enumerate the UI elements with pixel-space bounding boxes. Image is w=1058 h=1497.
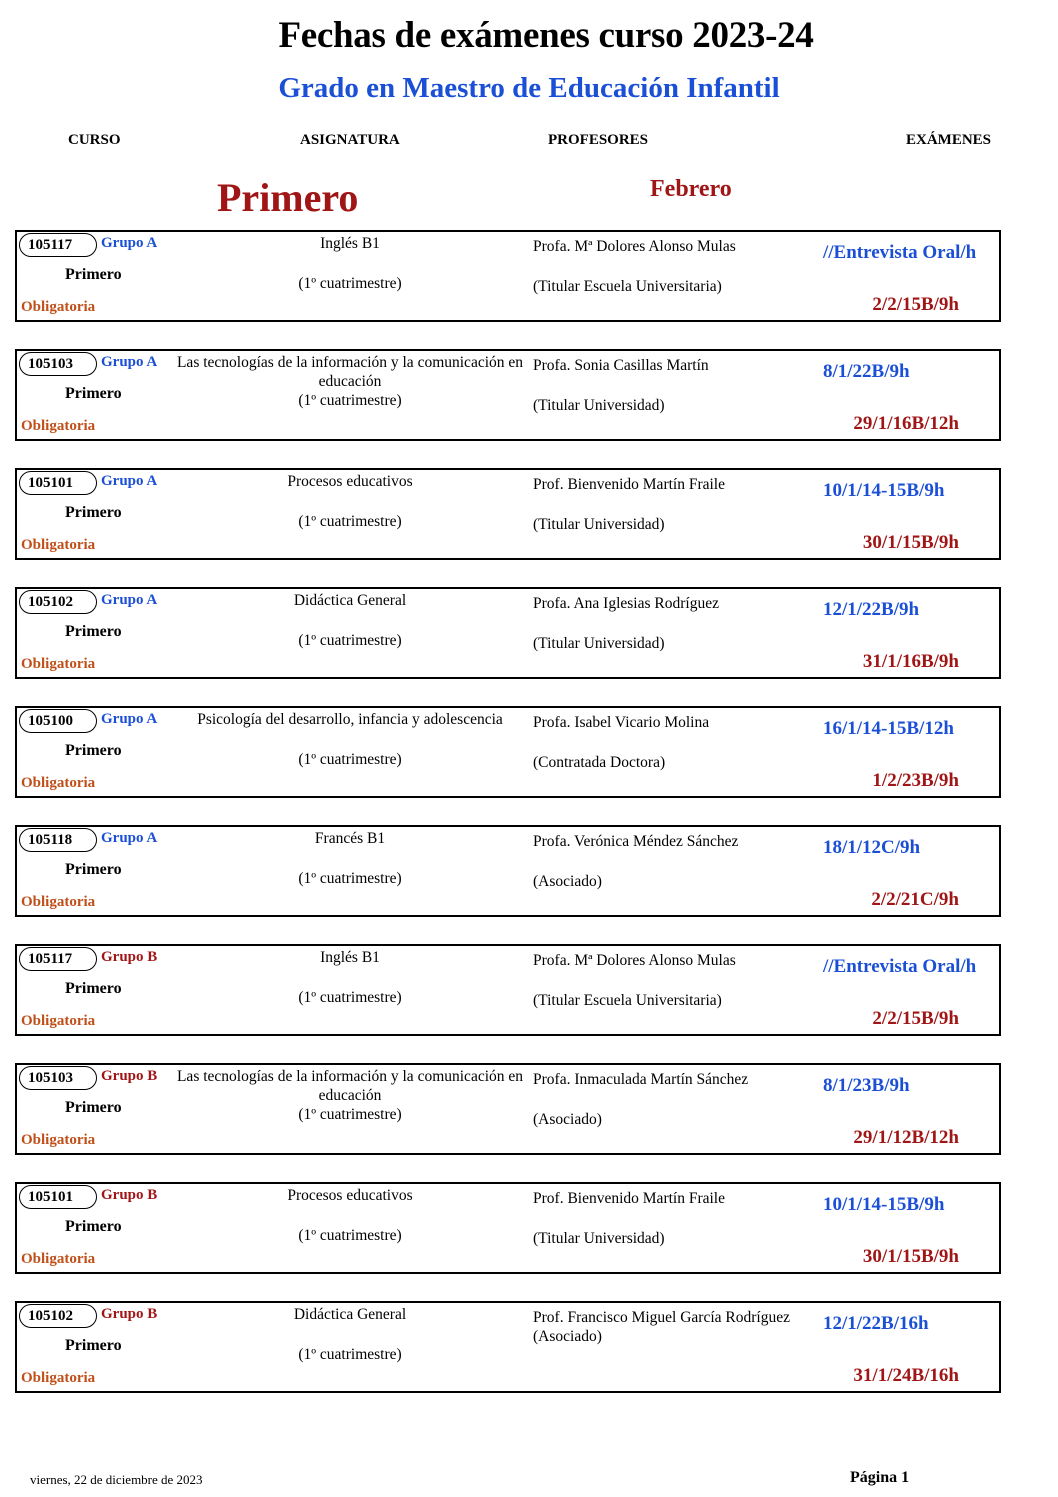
subject-name: Francés B1 xyxy=(314,830,386,847)
course-code-badge: 105117 xyxy=(19,947,97,971)
professor-role: (Asociado) xyxy=(533,1111,602,1128)
subject-semester: (1º cuatrimestre) xyxy=(298,632,402,649)
exam-record xyxy=(15,1063,1001,1155)
course-code-badge: 105103 xyxy=(19,352,97,376)
professor xyxy=(533,951,803,1010)
exam-date-second: 29/1/12B/12h xyxy=(853,1127,959,1148)
exam-date-first: //Entrevista Oral/h xyxy=(823,242,977,263)
professor xyxy=(533,237,803,296)
subject-semester: (1º cuatrimestre) xyxy=(298,1227,402,1244)
course-code-badge: 105102 xyxy=(19,590,97,614)
professor-role: (Titular Escuela Universitaria) xyxy=(533,278,722,295)
course-code-badge: 105103 xyxy=(19,1066,97,1090)
professor-name: Profa. Isabel Vicario Molina xyxy=(533,714,710,731)
professor-name: Profa. Mª Dolores Alonso Mulas xyxy=(533,238,736,255)
course-level: Primero xyxy=(65,1337,122,1354)
subject-type: Obligatoria xyxy=(21,775,96,791)
month-heading: Febrero xyxy=(650,176,732,202)
column-header-profesores: PROFESORES xyxy=(548,132,649,148)
exam-record xyxy=(15,944,1001,1036)
exam-date-second: 31/1/24B/16h xyxy=(853,1365,959,1386)
subject-type: Obligatoria xyxy=(21,1013,96,1029)
exam-date-first: 18/1/12C/9h xyxy=(823,837,921,858)
group-label: Grupo A xyxy=(101,354,158,370)
professor-role: (Titular Escuela Universitaria) xyxy=(533,992,722,1009)
footer-page-number: Página 1 xyxy=(850,1469,910,1486)
subject-name: Las tecnologías de la información y la comunicación en educación xyxy=(176,1068,524,1104)
group-label: Grupo A xyxy=(101,711,158,727)
subject-name: Las tecnologías de la información y la comunicación en educación xyxy=(176,354,524,390)
subject-semester: (1º cuatrimestre) xyxy=(298,392,402,409)
exam-date-second: 30/1/15B/9h xyxy=(862,1246,959,1267)
course-code-badge: 105102 xyxy=(19,1304,97,1328)
page-title: Fechas de exámenes curso 2023-24 xyxy=(278,15,814,56)
professor-name: Prof. Bienvenido Martín Fraile xyxy=(533,1190,725,1207)
professor-name: Prof. Bienvenido Martín Fraile xyxy=(533,476,725,493)
exam-date-second: 1/2/23B/9h xyxy=(872,770,959,791)
subject-name: Psicología del desarrollo, infancia y adolescencia xyxy=(197,711,503,728)
subject-type: Obligatoria xyxy=(21,894,96,910)
column-header-examenes: EXÁMENES xyxy=(906,132,992,148)
group-label: Grupo A xyxy=(101,473,158,489)
exam-date-first: 12/1/22B/9h xyxy=(823,599,920,620)
professor-role: (Titular Universidad) xyxy=(533,1230,665,1247)
course-heading: Primero xyxy=(217,175,359,220)
professor-name: Prof. Francisco Miguel García Rodríguez xyxy=(533,1309,790,1326)
course-level: Primero xyxy=(65,623,122,640)
professor-role: (Titular Universidad) xyxy=(533,397,665,414)
professor-name: Profa. Sonia Casillas Martín xyxy=(533,357,709,374)
subject-name: Inglés B1 xyxy=(320,949,380,966)
professor xyxy=(533,1189,803,1248)
exam-date-first: 10/1/14-15B/9h xyxy=(823,1194,945,1215)
subject-type: Obligatoria xyxy=(21,1132,96,1148)
subject xyxy=(167,1067,533,1124)
subject-semester: (1º cuatrimestre) xyxy=(298,1346,402,1363)
subject-name: Inglés B1 xyxy=(320,235,380,252)
professor-role: (Asociado) xyxy=(533,1328,602,1345)
exam-date-second: 2/2/15B/9h xyxy=(872,1008,959,1029)
exam-date-second: 29/1/16B/12h xyxy=(853,413,959,434)
course-code-badge: 105101 xyxy=(19,1185,97,1209)
subject-type: Obligatoria xyxy=(21,656,96,672)
exam-date-second: 2/2/15B/9h xyxy=(872,294,959,315)
subject xyxy=(167,1305,533,1364)
course-level: Primero xyxy=(65,980,122,997)
professor xyxy=(533,832,803,891)
exam-record xyxy=(15,825,1001,917)
group-label: Grupo A xyxy=(101,592,158,608)
subject xyxy=(167,234,533,293)
professor-name: Profa. Inmaculada Martín Sánchez xyxy=(533,1071,749,1088)
subject-type: Obligatoria xyxy=(21,1370,96,1386)
exam-date-first: 12/1/22B/16h xyxy=(823,1313,929,1334)
subject xyxy=(167,472,533,531)
course-code-badge: 105100 xyxy=(19,709,97,733)
professor xyxy=(533,713,803,772)
group-label: Grupo B xyxy=(101,1306,158,1322)
course-level: Primero xyxy=(65,1218,122,1235)
subject-semester: (1º cuatrimestre) xyxy=(298,513,402,530)
subject-semester: (1º cuatrimestre) xyxy=(298,751,402,768)
subject xyxy=(167,591,533,650)
course-code-badge: 105117 xyxy=(19,233,97,257)
exam-date-first: 10/1/14-15B/9h xyxy=(823,480,945,501)
exam-record xyxy=(15,587,1001,679)
footer-date: viernes, 22 de diciembre de 2023 xyxy=(30,1472,203,1487)
exam-record xyxy=(15,1301,1001,1393)
subject-type: Obligatoria xyxy=(21,418,96,434)
column-header-asignatura: ASIGNATURA xyxy=(300,132,400,148)
professor xyxy=(533,475,803,534)
course-level: Primero xyxy=(65,266,122,283)
professor xyxy=(533,356,803,415)
course-level: Primero xyxy=(65,504,122,521)
course-level: Primero xyxy=(65,861,122,878)
course-level: Primero xyxy=(65,742,122,759)
subject-name: Procesos educativos xyxy=(287,473,413,490)
professor-name: Profa. Verónica Méndez Sánchez xyxy=(533,833,739,850)
professor-role: (Titular Universidad) xyxy=(533,516,665,533)
professor-role: (Asociado) xyxy=(533,873,602,890)
course-level: Primero xyxy=(65,1099,122,1116)
exam-date-second: 31/1/16B/9h xyxy=(862,651,959,672)
subject-type: Obligatoria xyxy=(21,299,96,315)
group-label: Grupo B xyxy=(101,1187,158,1203)
subject xyxy=(167,948,533,1007)
course-code-badge: 105101 xyxy=(19,471,97,495)
exam-record xyxy=(15,706,1001,798)
exam-date-first: 8/1/22B/9h xyxy=(823,361,910,382)
professor-name: Profa. Ana Iglesias Rodríguez xyxy=(533,595,719,612)
subject-semester: (1º cuatrimestre) xyxy=(298,1106,402,1123)
course-level: Primero xyxy=(65,385,122,402)
subject-semester: (1º cuatrimestre) xyxy=(298,870,402,887)
degree-subtitle: Grado en Maestro de Educación Infantil xyxy=(278,72,780,104)
exam-date-first: //Entrevista Oral/h xyxy=(823,956,977,977)
course-code-badge: 105118 xyxy=(19,828,97,852)
exam-date-first: 16/1/14-15B/12h xyxy=(823,718,954,739)
subject xyxy=(167,710,533,769)
subject xyxy=(167,1186,533,1245)
group-label: Grupo A xyxy=(101,235,158,251)
group-label: Grupo B xyxy=(101,1068,158,1084)
exam-record xyxy=(15,1182,1001,1274)
subject xyxy=(167,353,533,410)
subject-name: Didáctica General xyxy=(293,592,407,609)
exam-record xyxy=(15,349,1001,441)
professor xyxy=(533,1070,803,1129)
column-header-curso: CURSO xyxy=(68,132,121,148)
professor xyxy=(533,594,803,653)
group-label: Grupo B xyxy=(101,949,158,965)
subject xyxy=(167,829,533,888)
exam-date-second: 2/2/21C/9h xyxy=(871,889,959,910)
subject-name: Didáctica General xyxy=(293,1306,407,1323)
subject-semester: (1º cuatrimestre) xyxy=(298,989,402,1006)
professor-role: (Titular Universidad) xyxy=(533,635,665,652)
subject-type: Obligatoria xyxy=(21,537,96,553)
exam-record xyxy=(15,230,1001,322)
subject-type: Obligatoria xyxy=(21,1251,96,1267)
subject-name: Procesos educativos xyxy=(287,1187,413,1204)
exam-date-second: 30/1/15B/9h xyxy=(862,532,959,553)
group-label: Grupo A xyxy=(101,830,158,846)
professor xyxy=(533,1308,803,1346)
professor-role: (Contratada Doctora) xyxy=(533,754,666,771)
exam-date-first: 8/1/23B/9h xyxy=(823,1075,910,1096)
professor-name: Profa. Mª Dolores Alonso Mulas xyxy=(533,952,736,969)
subject-semester: (1º cuatrimestre) xyxy=(298,275,402,292)
exam-record xyxy=(15,468,1001,560)
